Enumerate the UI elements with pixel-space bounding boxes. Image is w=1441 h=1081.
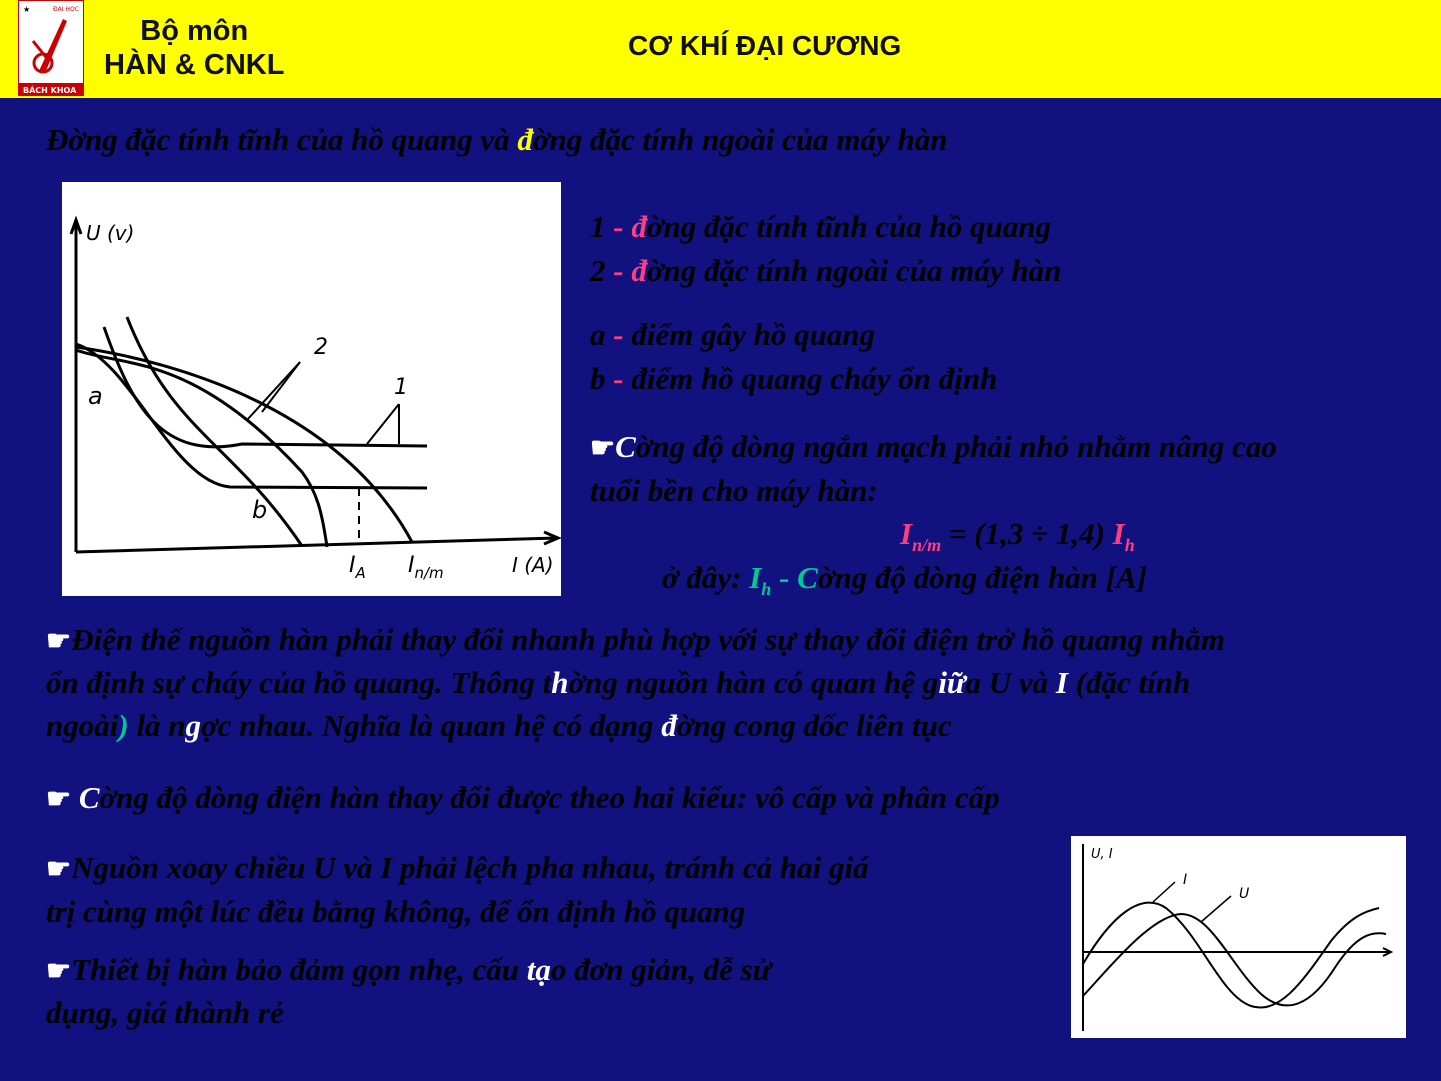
- slide-header: [0, 0, 1441, 98]
- paragraph-current-adjust: ☛ Cờng độ dòng điện hàn thay đổi được theo hai kiểu: vô cấp và phân cấp: [46, 780, 1000, 815]
- paragraph-voltage-line3: ngoài) là ngợc nhau. Nghĩa là quan hệ có dạng đờng cong dốc liên tục: [46, 708, 952, 743]
- characteristic-curves-figure: [62, 182, 561, 596]
- hand-pointer-icon: ☛: [46, 784, 72, 815]
- paragraph-equipment-line2: dụng, giá thành rẻ: [46, 995, 284, 1030]
- formula: $I_{n/m} = (1,3 \div 1,4)$ $I_h$: [900, 516, 1135, 556]
- curve-b: [76, 350, 327, 547]
- hand-pointer-icon: ☛: [46, 854, 72, 885]
- legend-item-a: a - điểm gây hồ quang: [590, 317, 876, 352]
- department-name: [104, 14, 284, 82]
- label-I: I: [1183, 872, 1188, 888]
- svg-text:BÁCH KHOA: BÁCH KHOA: [23, 86, 77, 95]
- legend-item-1: 1 - đờng đặc tính tĩnh của hồ quang: [590, 209, 1052, 244]
- tick-IA: $I_A$: [349, 553, 366, 582]
- course-title: CƠ KHÍ ĐẠI CƯƠNG: [628, 30, 902, 61]
- dept-line2: HÀN & CNKL: [104, 49, 285, 81]
- hand-pointer-icon: ☛: [590, 433, 616, 464]
- x-axis-label: I (A): [512, 553, 554, 577]
- paragraph-equipment-line1: ☛Thiết bị hàn bảo đảm gọn nhẹ, cấu tạo đơn giản, dễ sử: [46, 952, 772, 987]
- curve-I: [1083, 903, 1379, 1008]
- tick-Inm: $I_{n/m}$: [408, 553, 444, 582]
- y-axis-label: U, I: [1091, 847, 1113, 862]
- label-b: b: [252, 496, 268, 524]
- curve-2-mid: [127, 317, 302, 546]
- x-axis: [76, 538, 557, 552]
- paragraph-voltage-line1: ☛Điện thế nguồn hàn phải thay đổi nhanh phù hợp với sự thay đổi điện trở hồ quang nhằm: [46, 622, 1225, 657]
- svg-text:ĐẠI HỌC: ĐẠI HỌC: [53, 6, 79, 13]
- curve-U: [1083, 914, 1386, 1005]
- paragraph-short-circuit: ☛Cờng độ dòng ngắn mạch phải nhỏ nhằm nâng cao: [590, 429, 1277, 464]
- legend-item-b: b - điểm hồ quang cháy ổn định: [590, 361, 998, 396]
- university-logo: [18, 0, 84, 96]
- label-1: 1: [394, 375, 408, 400]
- paragraph-short-circuit-line2: tuổi bền cho máy hàn:: [590, 473, 878, 508]
- label-a: a: [88, 382, 103, 410]
- label-U: U: [1239, 886, 1250, 902]
- svg-text:★: ★: [23, 5, 31, 14]
- paragraph-ac-phase-line1: ☛Nguồn xoay chiều U và I phải lệch pha nhau, tránh cả hai giá: [46, 850, 869, 885]
- paragraph-voltage-line2: ổn định sự cháy của hồ quang. Thông thờng nguồn hàn có quan hệ giữa U và I (đặc tính: [46, 665, 1191, 700]
- legend-item-2: 2 - đờng đặc tính ngoài của máy hàn: [590, 253, 1062, 288]
- slide-title: Đờng đặc tính tĩnh của hồ quang và đờng đặc tính ngoài của máy hàn: [46, 122, 948, 157]
- hand-pointer-icon: ☛: [46, 626, 72, 657]
- formula-note: ở đây: $I_h$ - Cờng độ dòng điện hàn [A]: [662, 560, 1148, 600]
- hand-pointer-icon: ☛: [46, 956, 72, 987]
- y-axis-label: U (v): [86, 221, 135, 245]
- dept-line1: Bộ môn: [140, 15, 249, 47]
- paragraph-ac-phase-line2: trị cùng một lúc đều bằng không, để ổn định hồ quang: [46, 894, 746, 929]
- ac-waveform-figure: [1071, 836, 1406, 1038]
- label-2: 2: [314, 335, 328, 360]
